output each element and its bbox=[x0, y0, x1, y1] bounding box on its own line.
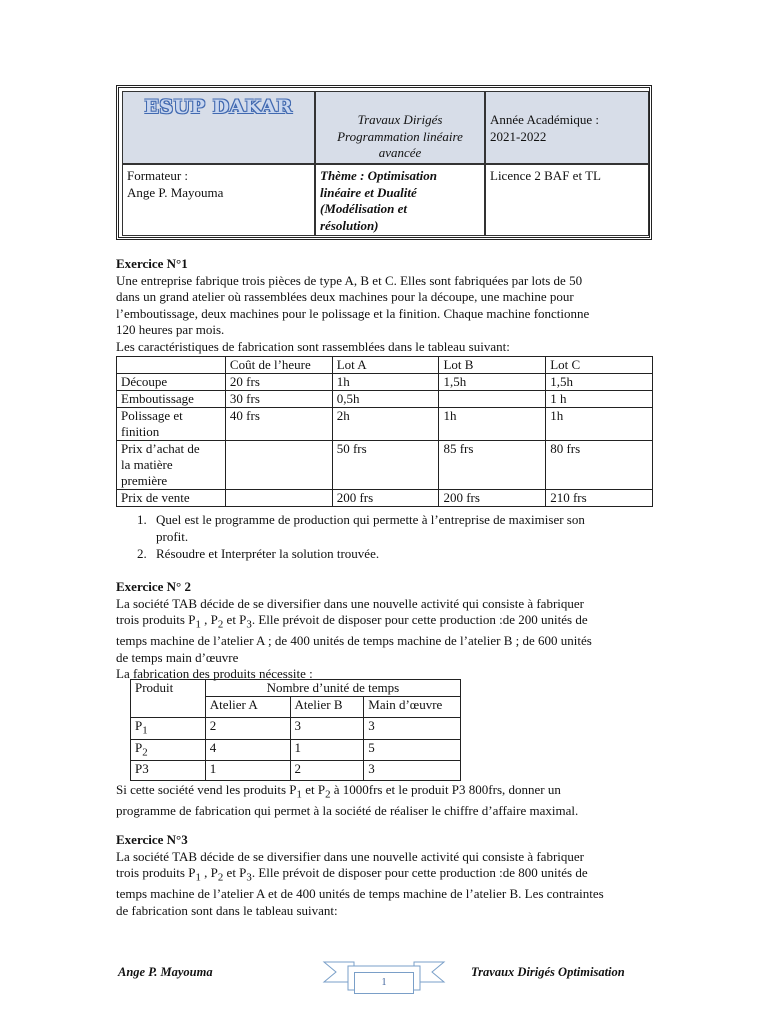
table-cell: 50 frs bbox=[332, 441, 439, 490]
table-cell: Découpe bbox=[117, 374, 226, 391]
subscript: 2 bbox=[217, 871, 224, 884]
year-value: 2021-2022 bbox=[490, 128, 547, 144]
subscript: 3 bbox=[246, 871, 252, 884]
text-run: P bbox=[135, 718, 143, 733]
table-cell: 30 frs bbox=[225, 391, 332, 408]
exercise-2-line: La société TAB décide de se diversifier dans une nouvelle activité qui consiste à fabriquer bbox=[116, 595, 584, 611]
trainer-cell bbox=[122, 164, 315, 236]
exercise-2-line bbox=[116, 612, 652, 633]
year-cell bbox=[485, 91, 649, 164]
question-line: Quel est le programme de production qui permette à l’entreprise de maximiser son bbox=[156, 512, 585, 527]
table-cell: Main d’œuvre bbox=[364, 697, 461, 718]
cell-line: la matière bbox=[121, 457, 173, 472]
question-number: 2. bbox=[137, 546, 147, 561]
text-run: P bbox=[135, 739, 143, 755]
table-cell: Produit bbox=[131, 680, 206, 718]
table-cell: 1h bbox=[332, 374, 439, 391]
subscript: 1 bbox=[296, 788, 302, 801]
table-cell: 1h bbox=[546, 408, 653, 441]
table-cell bbox=[131, 739, 206, 761]
table-cell: 2h bbox=[332, 408, 439, 441]
table-cell: 5 bbox=[364, 739, 461, 761]
exercise-3-line: La société TAB décide de se diversifier dans une nouvelle activité qui consiste à fabriquer bbox=[116, 848, 584, 864]
table-cell bbox=[131, 718, 206, 740]
question-number: 1. bbox=[137, 512, 147, 527]
text-run: , P bbox=[200, 865, 218, 880]
table-cell: 200 frs bbox=[439, 490, 546, 507]
cell-line: Prix d’achat de bbox=[121, 441, 200, 456]
course-cell bbox=[315, 91, 485, 164]
table-row bbox=[117, 490, 653, 507]
text-run: trois produits P bbox=[116, 612, 196, 627]
course-line-3: avancée bbox=[378, 145, 422, 160]
table-cell: 40 frs bbox=[225, 408, 332, 441]
subscript: 3 bbox=[246, 618, 252, 631]
table-cell: 1,5h bbox=[439, 374, 546, 391]
table-cell: Nombre d’unité de temps bbox=[205, 680, 460, 697]
subscript: 1 bbox=[142, 724, 148, 737]
table-cell: 1 bbox=[205, 761, 290, 781]
exercise-2-text bbox=[116, 579, 652, 683]
table-cell: 210 frs bbox=[546, 490, 653, 507]
theme-cell bbox=[315, 164, 485, 236]
exercise-3-line: de fabrication sont dans le tableau suivant: bbox=[116, 902, 338, 918]
table-cell: Lot C bbox=[546, 357, 653, 374]
theme-line-3: (Modélisation et bbox=[320, 201, 408, 216]
subscript: 1 bbox=[195, 871, 201, 884]
exercise-1-title: Exercice N°1 bbox=[116, 256, 188, 271]
table-cell: Atelier B bbox=[290, 697, 364, 718]
exercise-1-line: dans un grand atelier où rassemblées deux machines pour la découpe, une machine pour bbox=[116, 289, 574, 304]
exercise-3-text bbox=[116, 832, 652, 919]
exercise-2-line: programme de fabrication qui permet à la société de réaliser le chiffre d’affaire maximal. bbox=[116, 803, 579, 819]
subscript: 1 bbox=[195, 618, 201, 631]
table-cell: 1,5h bbox=[546, 374, 653, 391]
exercise-2-title: Exercice N° 2 bbox=[116, 579, 191, 594]
subscript: 2 bbox=[217, 618, 224, 631]
school-logo: ESUP DAKAR bbox=[144, 96, 293, 118]
theme-line-4: résolution) bbox=[320, 217, 379, 233]
table-cell bbox=[117, 357, 226, 374]
question-1 bbox=[116, 512, 661, 545]
table-cell: Atelier A bbox=[205, 697, 290, 718]
course-line-2: Programmation linéaire bbox=[337, 128, 463, 144]
header-table bbox=[116, 85, 652, 240]
course-line-1: Travaux Dirigés bbox=[357, 112, 443, 127]
cell-line: finition bbox=[121, 424, 160, 439]
table-cell: Emboutissage bbox=[117, 391, 226, 408]
table-cell bbox=[225, 490, 332, 507]
table-cell: 2 bbox=[290, 761, 364, 781]
text-run: et P bbox=[223, 865, 247, 880]
text-run: trois produits P bbox=[116, 865, 196, 880]
exercise-1-line: l’emboutissage, deux machines pour le polissage et la finition. Chaque machine fonctionne bbox=[116, 305, 590, 321]
table-row bbox=[117, 374, 653, 391]
exercise-2-line: La fabrication des produits nécessite : bbox=[116, 666, 313, 682]
table-cell bbox=[117, 408, 226, 441]
table-row bbox=[117, 391, 653, 408]
table-cell bbox=[225, 441, 332, 490]
table-cell: 85 frs bbox=[439, 441, 546, 490]
text-run: à 1000frs et le produit P3 800frs, donner un bbox=[330, 782, 561, 797]
table-cell bbox=[439, 391, 546, 408]
trainer-name: Ange P. Mayouma bbox=[127, 184, 224, 200]
text-run: et P bbox=[301, 782, 326, 797]
table-cell: 1h bbox=[439, 408, 546, 441]
table-cell: 4 bbox=[205, 739, 290, 761]
table-cell: Coût de l’heure bbox=[225, 357, 332, 374]
exercise-1-text bbox=[116, 256, 652, 355]
table-cell: 1 bbox=[290, 739, 364, 761]
table-cell: P3 bbox=[131, 761, 206, 781]
exercise-1-line: 120 heures par mois. bbox=[116, 322, 225, 337]
table-header-row bbox=[131, 680, 461, 697]
level-cell bbox=[485, 164, 649, 236]
table-row bbox=[131, 761, 461, 781]
logo-cell bbox=[122, 91, 315, 164]
exercise-3-line: temps machine de l’atelier A et de 400 unités de temps machine de l’atelier B. Les contraintes bbox=[116, 886, 604, 902]
production-table bbox=[116, 356, 653, 507]
year-label: Année Académique : bbox=[490, 112, 600, 127]
theme-line-2: linéaire et Dualité bbox=[320, 184, 417, 200]
page-number: 1 bbox=[354, 972, 414, 994]
question-line: Résoudre et Interpréter la solution trouvée. bbox=[156, 546, 380, 561]
cell-line: Polissage et bbox=[121, 408, 183, 423]
text-run: Si cette société vend les produits P bbox=[116, 782, 297, 797]
table-cell: Prix de vente bbox=[117, 490, 226, 507]
trainer-label: Formateur : bbox=[127, 168, 189, 183]
subscript: 2 bbox=[142, 746, 148, 759]
subscript: 2 bbox=[325, 788, 331, 801]
text-run: et P bbox=[223, 612, 247, 627]
text-run: . Elle prévoit de disposer pour cette production :de 200 unités de bbox=[251, 612, 588, 627]
exercise-2-line: de temps main d’œuvre bbox=[116, 649, 239, 665]
cell-line: première bbox=[121, 473, 168, 488]
table-cell: 20 frs bbox=[225, 374, 332, 391]
table-row bbox=[117, 441, 653, 490]
table-cell: 0,5h bbox=[332, 391, 439, 408]
table-cell: 3 bbox=[364, 718, 461, 740]
exercise-3-line bbox=[116, 865, 652, 886]
table-cell: 3 bbox=[364, 761, 461, 781]
exercise-2-conclusion bbox=[116, 782, 652, 820]
table-cell: 80 frs bbox=[546, 441, 653, 490]
text-run: . Elle prévoit de disposer pour cette production :de 800 unités de bbox=[251, 865, 588, 880]
question-line: profit. bbox=[156, 528, 189, 544]
table-cell: Lot B bbox=[439, 357, 546, 374]
table-row bbox=[131, 718, 461, 740]
table-cell: 2 bbox=[205, 718, 290, 740]
table-cell: 1 h bbox=[546, 391, 653, 408]
level-text: Licence 2 BAF et TL bbox=[490, 168, 601, 183]
exercise-2-line bbox=[116, 782, 652, 803]
table-row bbox=[131, 739, 461, 761]
table-cell bbox=[117, 441, 226, 490]
footer-title: Travaux Dirigés Optimisation bbox=[471, 965, 625, 979]
text-run: , P bbox=[200, 612, 218, 627]
table-header-row bbox=[117, 357, 653, 374]
footer-author: Ange P. Mayouma bbox=[118, 965, 213, 979]
exercise-2-line: temps machine de l’atelier A ; de 400 unités de temps machine de l’atelier B ; de 600 unités bbox=[116, 633, 592, 649]
theme-line-1: Thème : Optimisation bbox=[320, 168, 437, 183]
exercise-3-title: Exercice N°3 bbox=[116, 832, 188, 847]
time-units-table bbox=[130, 679, 461, 781]
table-cell: 3 bbox=[290, 718, 364, 740]
exercise-1-line: Une entreprise fabrique trois pièces de type A, B et C. Elles sont fabriquées par lots de 50 bbox=[116, 272, 583, 288]
table-cell: Lot A bbox=[332, 357, 439, 374]
table-cell: 200 frs bbox=[332, 490, 439, 507]
table-row bbox=[117, 408, 653, 441]
exercise-1-questions bbox=[116, 512, 661, 563]
exercise-1-line: Les caractéristiques de fabrication sont rassemblées dans le tableau suivant: bbox=[116, 338, 510, 354]
question-2 bbox=[116, 546, 661, 563]
